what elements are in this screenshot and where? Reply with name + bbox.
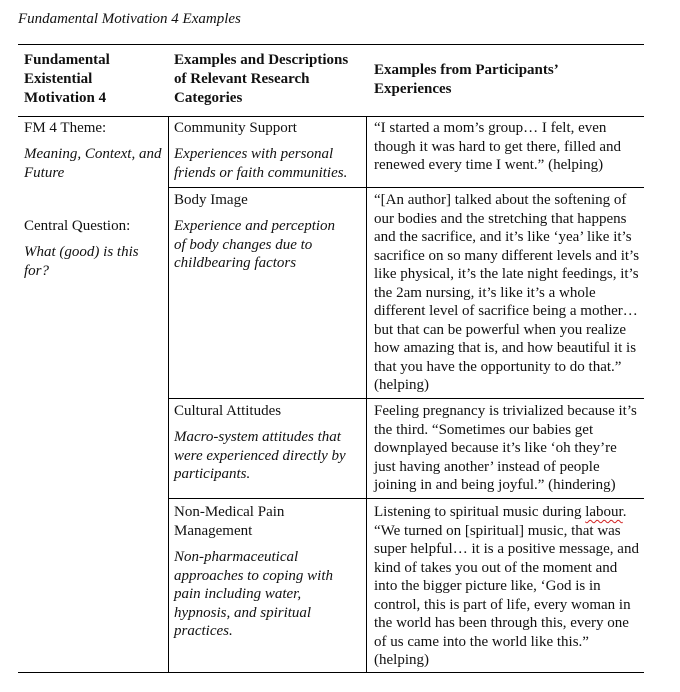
- example-lead-text: Listening to spiritual music during: [374, 504, 586, 520]
- header-research-categories: Examples and Descriptions of Relevant Research Categories: [174, 52, 349, 106]
- column-divider-2: [366, 116, 367, 672]
- row-divider-1: [168, 187, 644, 188]
- example-body-image: “[An author] talked about the softening of our bodies and the stretching that happens and the sacrifice, and it’s like ‘yea’ like it’s sacrifice on so many different levels and it’s like physical, it’s the late night feedings, it’s the 2am nursing, it’s like it’s a whole different level of sacrifice being a mother…but that can be powerful when you realize how amazing that is, and how beautiful it is that you have the opportunity to do that.” (helping): [374, 192, 640, 393]
- category-non-medical-pain-management: Non-Medical Pain Management: [174, 504, 285, 539]
- table-caption: Fundamental Motivation 4 Examples: [18, 11, 241, 27]
- spellcheck-marked-word: labour: [585, 504, 623, 520]
- theme-label: FM 4 Theme:: [24, 120, 107, 136]
- example-rest-text: . “We turned on [spiritual] music, that was super helpful… it is a positive message, and kind of takes you out of the moment and into the bigger picture like, ‘God is in control, this is part of life, every woman in the world has been through this, every one of us came into the world like this.” (helping): [374, 504, 639, 668]
- column-divider-1: [168, 116, 169, 672]
- central-question-label: Central Question:: [24, 218, 131, 234]
- description-body-image: Experience and perception of body changes due to childbearing factors: [174, 218, 336, 271]
- example-cultural-attitudes: Feeling pregnancy is trivialized because it’s the third. “Sometimes our babies get downplayed because it’s like ‘oh they’re just having another’ instead of people joining in and being joyful.” (hindering): [374, 403, 637, 493]
- central-question-value: What (good) is this for?: [24, 244, 139, 279]
- category-community-support: Community Support: [174, 120, 297, 136]
- header-bottom-rule: [18, 116, 644, 117]
- table-top-rule: [18, 44, 644, 45]
- description-non-medical-pain-management: Non-pharmaceutical approaches to coping with pain including water, hypnosis, and spiritual practices.: [174, 549, 334, 639]
- table-bottom-rule: [18, 672, 644, 673]
- category-cultural-attitudes: Cultural Attitudes: [174, 403, 282, 419]
- header-fundamental-motivation: Fundamental Existential Motivation 4: [24, 52, 110, 106]
- example-community-support: “I started a mom’s group… I felt, even though it was hard to get there, filled and renewed every time I went.” (helping): [374, 120, 622, 173]
- example-non-medical-pain-management: [374, 503, 642, 670]
- description-cultural-attitudes: Macro-system attitudes that were experienced directly by participants.: [174, 429, 346, 482]
- description-community-support: Experiences with personal friends or faith communities.: [174, 146, 348, 181]
- header-participant-experiences: Examples from Participants’ Experiences: [374, 62, 558, 97]
- row-divider-3: [168, 498, 644, 499]
- row-divider-2: [168, 398, 644, 399]
- theme-value: Meaning, Context, and Future: [24, 146, 162, 181]
- category-body-image: Body Image: [174, 192, 248, 208]
